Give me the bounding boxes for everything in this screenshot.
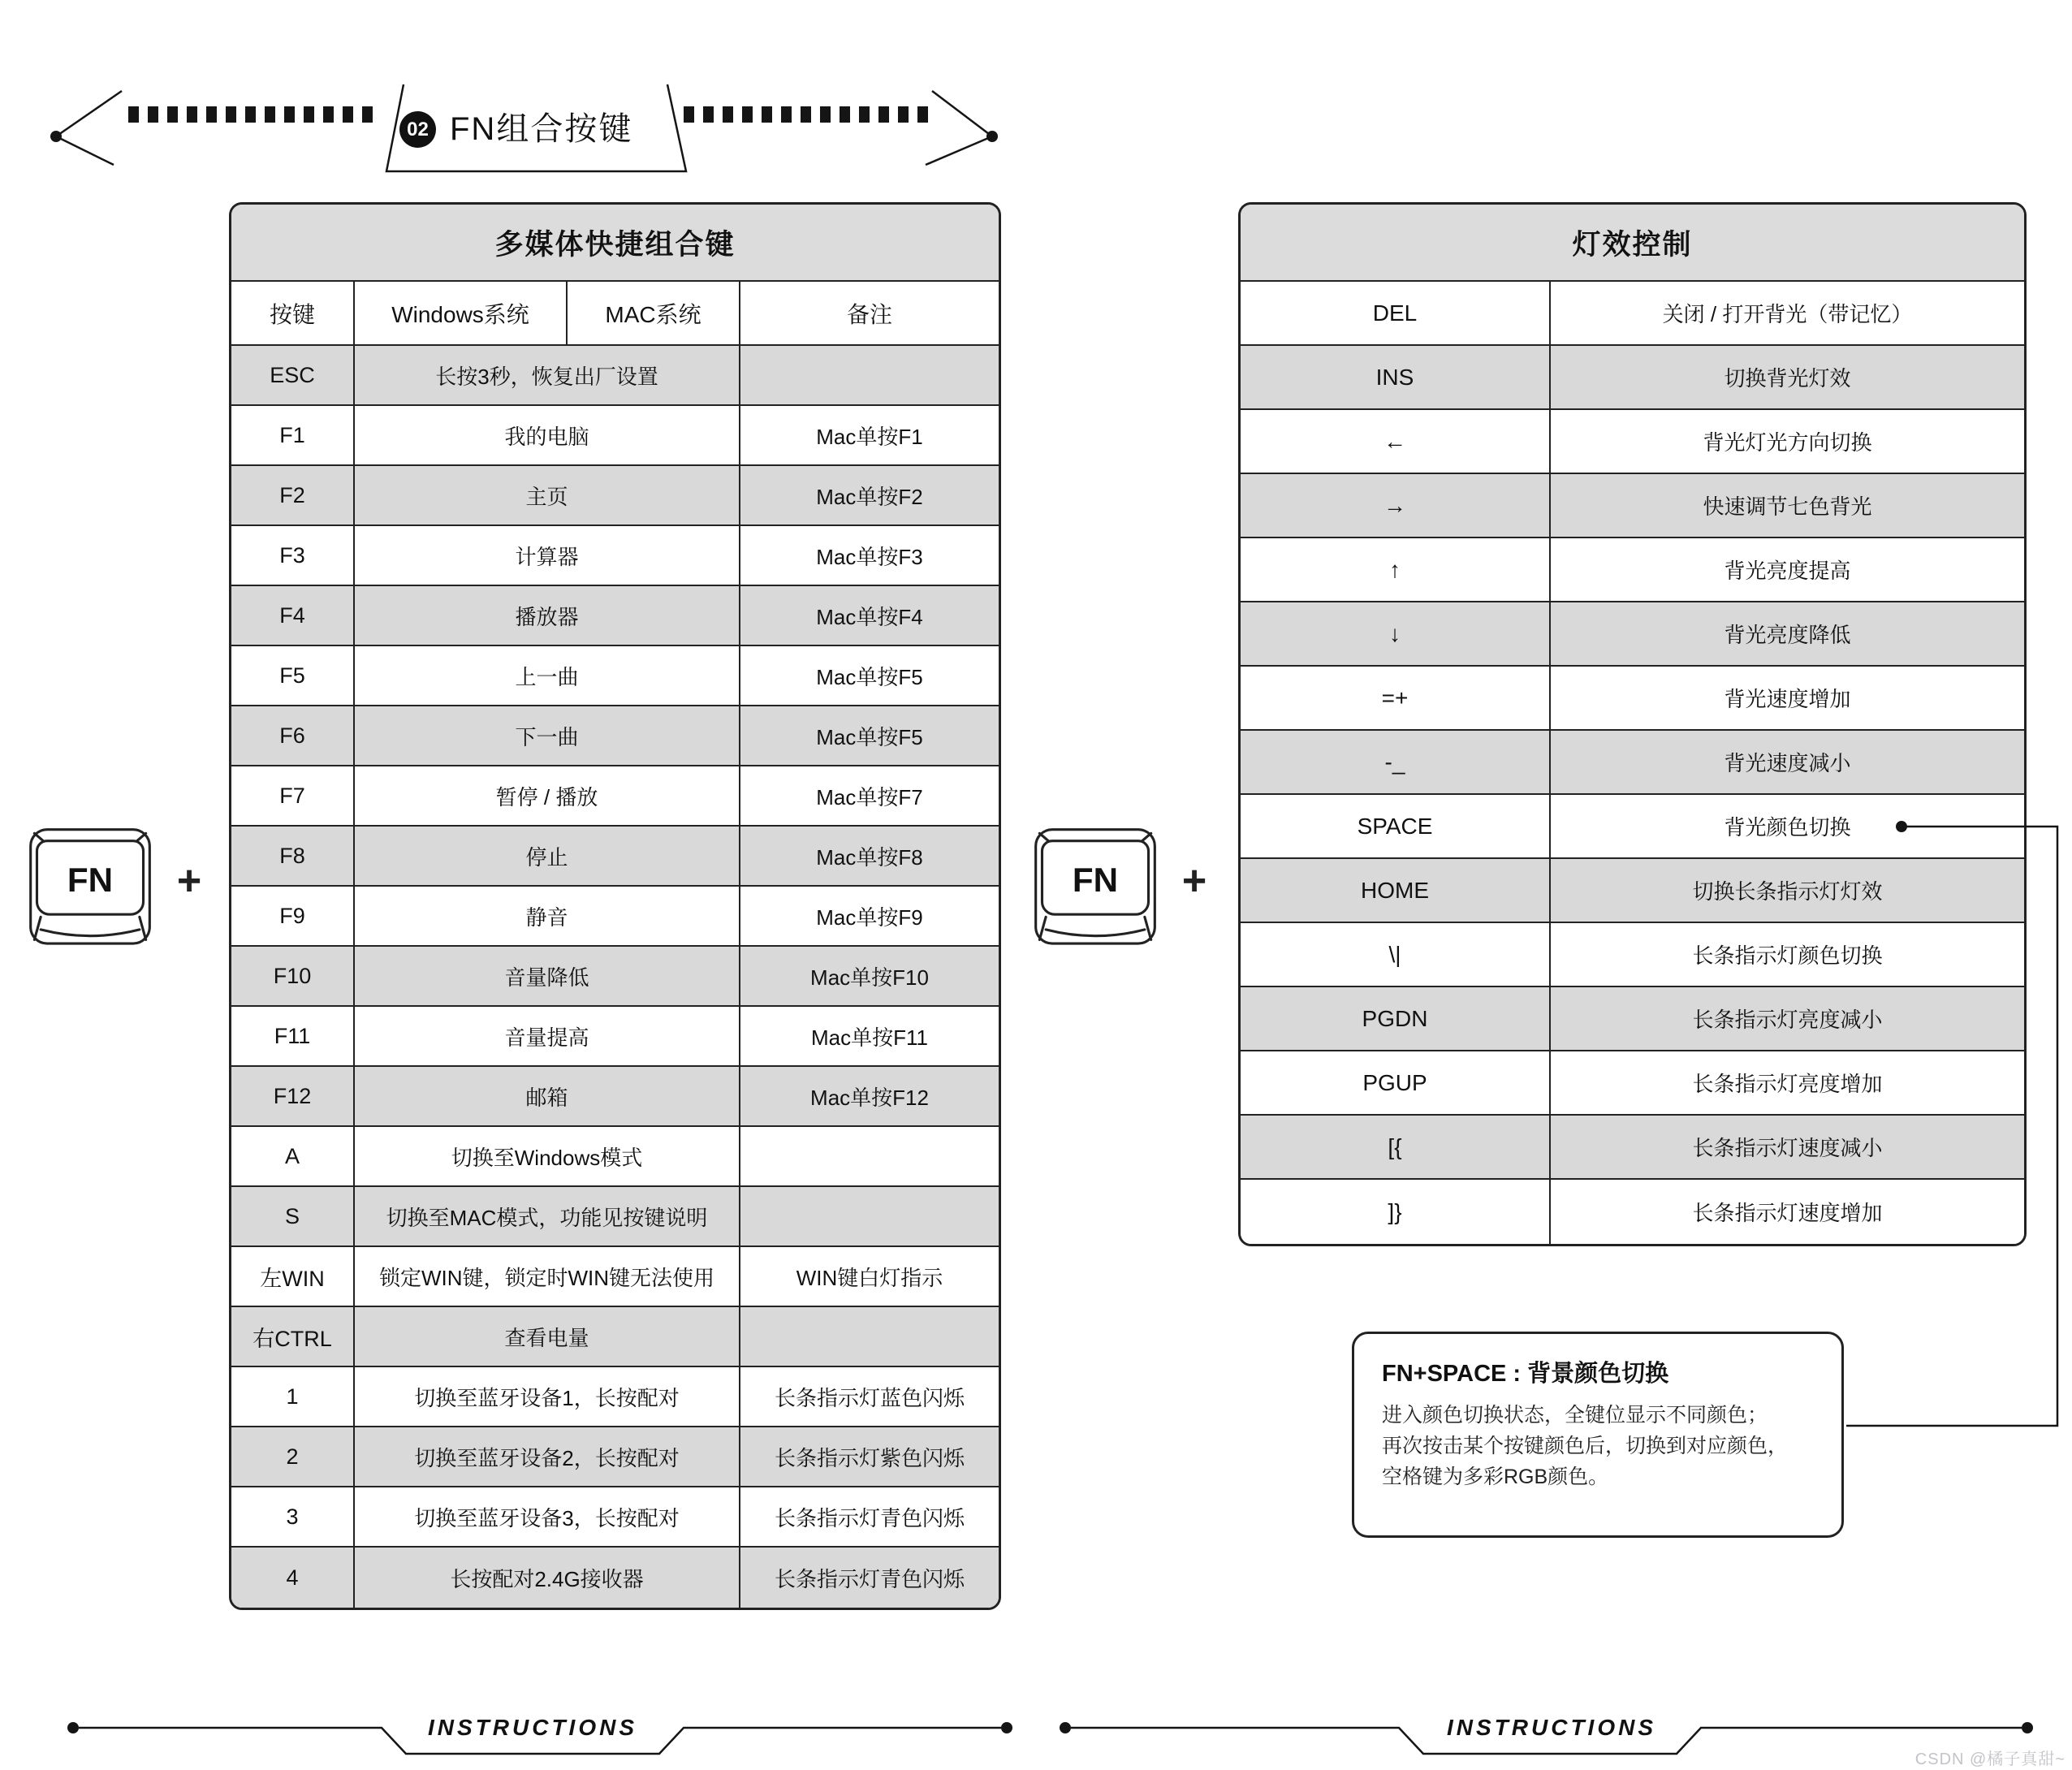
cell-action: 长条指示灯亮度增加	[1692, 1072, 1883, 1096]
cell-note: WIN键白灯指示	[796, 1265, 943, 1290]
cell-action: 切换至蓝牙设备2，长按配对	[355, 1427, 740, 1486]
cell-action: 计算器	[355, 526, 740, 585]
multimedia-table	[229, 202, 1001, 1610]
cell-note: Mac单按F5	[816, 664, 923, 689]
cell-note	[740, 346, 999, 404]
cell-action: 快速调节七色背光	[1703, 494, 1872, 519]
cell-key: →	[1241, 474, 1551, 537]
cell-action: 背光亮度提高	[1724, 559, 1851, 583]
multimedia-row-13	[231, 1127, 999, 1187]
multimedia-row-9	[231, 887, 999, 947]
multimedia-row-10	[231, 947, 999, 1007]
multimedia-row-11	[231, 1007, 999, 1067]
cell-note: Mac单按F2	[816, 484, 923, 509]
cell-key: F11	[231, 1007, 355, 1065]
cell-key: -_	[1241, 731, 1551, 793]
fn-key-label: FN	[67, 861, 114, 900]
cell-key: 左WIN	[231, 1247, 355, 1306]
multimedia-row-18	[231, 1427, 999, 1487]
instructions-label-left: INSTRUCTIONS	[428, 1715, 637, 1740]
cell-key: 右CTRL	[231, 1307, 355, 1366]
cell-note: 长条指示灯青色闪烁	[774, 1566, 965, 1591]
lighting-row-11	[1241, 987, 2024, 1051]
cell-note: 长条指示灯蓝色闪烁	[774, 1385, 965, 1410]
instructions-label-right: INSTRUCTIONS	[1447, 1715, 1656, 1740]
cell-action: 切换至MAC模式，功能见按键说明	[355, 1187, 740, 1245]
cell-action: 播放器	[355, 586, 740, 645]
lighting-row-5	[1241, 602, 2024, 667]
cell-note	[740, 1187, 999, 1245]
cell-note: Mac单按F5	[816, 724, 923, 749]
note-box-line: 空格键为多彩RGB颜色。	[1382, 1466, 1609, 1488]
cell-key: =+	[1241, 667, 1551, 729]
cell-key: [{	[1241, 1116, 1551, 1178]
multimedia-row-7	[231, 766, 999, 827]
cell-note: Mac单按F1	[816, 424, 923, 449]
cell-action: 主页	[355, 466, 740, 525]
banner-dots-right	[684, 106, 929, 123]
col-header-key: 按键	[231, 282, 355, 344]
cell-key: F8	[231, 827, 355, 885]
multimedia-row-1	[231, 406, 999, 466]
cell-action: 长按3秒，恢复出厂设置	[355, 346, 740, 404]
cell-note	[740, 1307, 999, 1366]
footer-dot	[1060, 1722, 1071, 1733]
lighting-row-9	[1241, 859, 2024, 923]
col-header-windows: Windows系统	[355, 282, 568, 344]
cell-key: DEL	[1241, 282, 1551, 344]
banner-dots-left	[128, 106, 373, 123]
cell-key: F5	[231, 646, 355, 705]
banner-number-badge: 02	[399, 111, 436, 148]
fn-space-note-box	[1352, 1332, 1844, 1538]
cell-action: 背光速度减小	[1724, 751, 1851, 775]
cell-action: 下一曲	[355, 706, 740, 765]
multimedia-row-12	[231, 1067, 999, 1127]
lighting-row-1	[1241, 346, 2024, 410]
cell-note: Mac单按F9	[816, 904, 923, 930]
lighting-row-12	[1241, 1051, 2024, 1116]
cell-key: ←	[1241, 410, 1551, 473]
multimedia-row-16	[231, 1307, 999, 1367]
cell-key: F10	[231, 947, 355, 1005]
cell-key: INS	[1241, 346, 1551, 408]
cell-key: F1	[231, 406, 355, 464]
cell-note: Mac单按F11	[811, 1025, 928, 1050]
cell-action: 查看电量	[355, 1307, 740, 1366]
multimedia-row-15	[231, 1247, 999, 1307]
multimedia-row-20	[231, 1548, 999, 1608]
cell-key: F2	[231, 466, 355, 525]
footer-dot	[1001, 1722, 1012, 1733]
cell-action: 切换至蓝牙设备1，长按配对	[355, 1367, 740, 1426]
col-header-note: 备注	[846, 301, 892, 327]
cell-action: 长条指示灯亮度减小	[1692, 1008, 1883, 1032]
cell-key: ↓	[1241, 602, 1551, 665]
lighting-row-14	[1241, 1180, 2024, 1244]
cell-action: 长条指示灯速度增加	[1692, 1201, 1883, 1225]
banner-title: FN组合按键	[450, 111, 633, 147]
cell-note: Mac单按F4	[816, 604, 923, 629]
cell-key: F4	[231, 586, 355, 645]
cell-key: PGUP	[1241, 1051, 1551, 1114]
footer-dot	[2022, 1722, 2033, 1733]
multimedia-row-2	[231, 466, 999, 526]
lighting-row-13	[1241, 1116, 2024, 1180]
cell-action: 背光颜色切换	[1724, 815, 1851, 840]
cell-key: PGDN	[1241, 987, 1551, 1050]
cell-action: 停止	[355, 827, 740, 885]
cell-note	[740, 1127, 999, 1185]
lighting-row-10	[1241, 923, 2024, 987]
lighting-row-8	[1241, 795, 2024, 859]
cell-action: 背光速度增加	[1724, 687, 1851, 711]
banner-end-dot-left	[50, 131, 62, 142]
cell-key: A	[231, 1127, 355, 1185]
cell-action: 邮箱	[355, 1067, 740, 1125]
cell-key: SPACE	[1241, 795, 1551, 857]
multimedia-table-body	[231, 346, 999, 1608]
cell-note: Mac单按F7	[816, 784, 923, 809]
note-box-line: 再次按击某个按键颜色后，切换到对应颜色，	[1382, 1435, 1789, 1457]
note-box-line: 进入颜色切换状态，全键位显示不同颜色；	[1382, 1404, 1768, 1427]
lighting-row-2	[1241, 410, 2024, 474]
cell-key: F6	[231, 706, 355, 765]
lighting-table	[1238, 202, 2027, 1246]
lighting-row-7	[1241, 731, 2024, 795]
multimedia-row-5	[231, 646, 999, 706]
cell-key: 4	[231, 1548, 355, 1608]
cell-note: Mac单按F8	[816, 844, 923, 870]
plus-sign-right: +	[1181, 857, 1207, 904]
cell-action: 背光灯光方向切换	[1703, 430, 1872, 455]
multimedia-row-19	[231, 1487, 999, 1548]
cell-action: 长按配对2.4G接收器	[355, 1548, 740, 1608]
cell-note: Mac单按F10	[810, 965, 929, 990]
cell-note: 长条指示灯青色闪烁	[774, 1505, 965, 1530]
cell-key: ]}	[1241, 1180, 1551, 1244]
cell-key: F9	[231, 887, 355, 945]
cell-key: 2	[231, 1427, 355, 1486]
multimedia-row-8	[231, 827, 999, 887]
cell-action: 切换长条指示灯灯效	[1692, 879, 1883, 904]
cell-key: S	[231, 1187, 355, 1245]
cell-action: 切换至蓝牙设备3，长按配对	[355, 1487, 740, 1546]
multimedia-table-title: 多媒体快捷组合键	[231, 205, 999, 282]
watermark: CSDN @橘子真甜~	[1914, 1751, 2066, 1768]
multimedia-row-4	[231, 586, 999, 646]
cell-key: F7	[231, 766, 355, 825]
cell-action: 暂停 / 播放	[355, 766, 740, 825]
cell-action: 背光亮度降低	[1724, 623, 1851, 647]
cell-note: Mac单按F12	[810, 1085, 929, 1110]
multimedia-table-header	[231, 282, 999, 346]
fn-keycap-right	[1032, 826, 1159, 952]
cell-key: 3	[231, 1487, 355, 1546]
lighting-row-6	[1241, 667, 2024, 731]
lighting-table-title: 灯效控制	[1241, 205, 2024, 282]
cell-note: Mac单按F3	[816, 544, 923, 569]
cell-action: 长条指示灯速度减小	[1692, 1136, 1883, 1160]
fn-key-label: FN	[1072, 861, 1119, 900]
cell-action: 静音	[355, 887, 740, 945]
cell-key: F3	[231, 526, 355, 585]
cell-action: 音量降低	[355, 947, 740, 1005]
lighting-row-4	[1241, 538, 2024, 602]
lighting-row-0	[1241, 282, 2024, 346]
cell-key: HOME	[1241, 859, 1551, 922]
lighting-table-body	[1241, 282, 2024, 1244]
lighting-row-3	[1241, 474, 2024, 538]
cell-key: F12	[231, 1067, 355, 1125]
cell-action: 关闭 / 打开背光（带记忆）	[1662, 302, 1913, 326]
note-box-title: FN+SPACE : 背景颜色切换	[1382, 1361, 1669, 1387]
multimedia-row-6	[231, 706, 999, 766]
plus-sign-left: +	[176, 857, 202, 904]
cell-note: 长条指示灯紫色闪烁	[774, 1445, 965, 1470]
cell-action: 锁定WIN键，锁定时WIN键无法使用	[355, 1247, 740, 1306]
multimedia-row-17	[231, 1367, 999, 1427]
cell-action: 上一曲	[355, 646, 740, 705]
col-header-mac: MAC系统	[568, 282, 740, 344]
cell-key: ↑	[1241, 538, 1551, 601]
cell-key: 1	[231, 1367, 355, 1426]
cell-action: 音量提高	[355, 1007, 740, 1065]
cell-action: 切换背光灯效	[1724, 366, 1851, 391]
multimedia-row-3	[231, 526, 999, 586]
multimedia-row-0	[231, 346, 999, 406]
cell-key: \|	[1241, 923, 1551, 986]
multimedia-row-14	[231, 1187, 999, 1247]
cell-action: 长条指示灯颜色切换	[1692, 943, 1883, 968]
banner-end-dot-right	[986, 131, 998, 142]
cell-action: 我的电脑	[355, 406, 740, 464]
fn-keycap-left	[27, 826, 153, 952]
footer-dot	[67, 1722, 79, 1733]
cell-key: ESC	[231, 346, 355, 404]
cell-action: 切换至Windows模式	[355, 1127, 740, 1185]
